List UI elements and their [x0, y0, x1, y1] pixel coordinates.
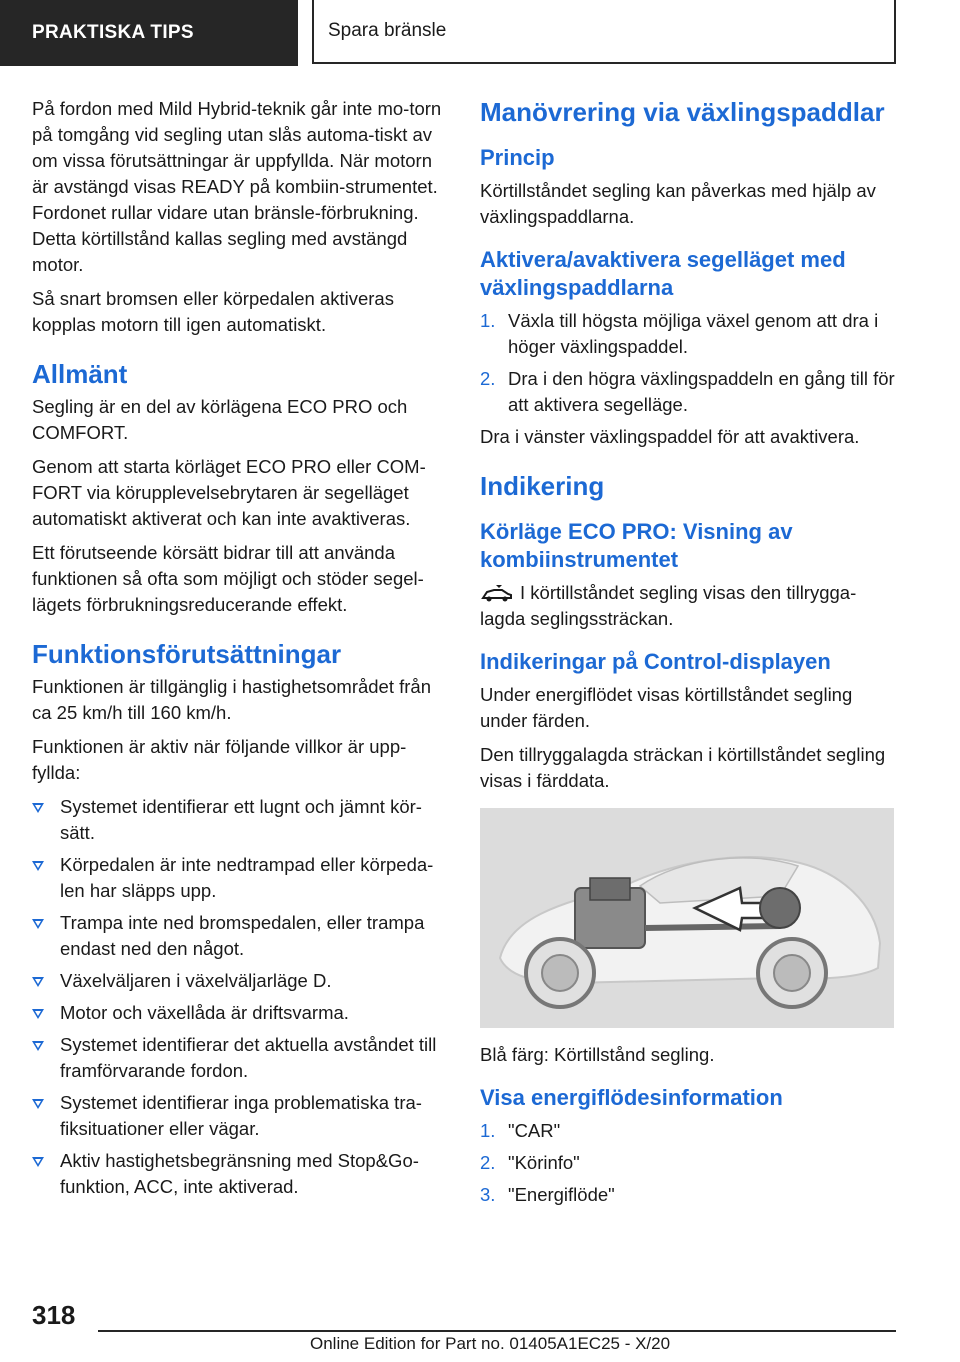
heading-funktionsforutsattningar: Funktionsförutsättningar [32, 639, 342, 669]
chapter-tab: Spara bränsle [312, 0, 896, 64]
heading-manovrering: Manövrering via växlingspaddlar [480, 97, 885, 127]
section-tab: PRAKTISKA TIPS [0, 0, 298, 66]
triangle-bullet-icon [32, 1157, 44, 1167]
control-paragraph-2: Den tillryggalagda sträckan i körtillståndet segling visas i färddata. [480, 744, 886, 791]
heading-indikering: Indikering [480, 471, 605, 501]
conditions-list [32, 794, 450, 1200]
right-column [480, 96, 896, 1214]
list-item: 3. "Energiflöde" [480, 1184, 615, 1205]
heading-control-display: Indikeringar på Control-displayen [480, 649, 831, 674]
car-illustration [480, 808, 894, 1028]
heading-eco-pro: Körläge ECO PRO: Visning av kombiinstrumentet [480, 519, 793, 572]
control-paragraph-1: Under energiflödet visas körtillståndet segling under färden. [480, 684, 853, 731]
list-item: 1. "CAR" [480, 1120, 561, 1141]
forutsattningar-paragraph-2: Funktionen är aktiv när följande villkor är upp-fyllda: [32, 736, 407, 783]
page-number: 318 [32, 1300, 76, 1330]
triangle-bullet-icon [32, 861, 44, 871]
triangle-bullet-icon [32, 1009, 44, 1019]
list-item: Växelväljaren i växelväljarläge D. [32, 968, 450, 994]
heading-allmant: Allmänt [32, 359, 128, 389]
list-item: Motor och växellåda är driftsvarma. [32, 1000, 450, 1026]
triangle-bullet-icon [32, 1099, 44, 1109]
triangle-bullet-icon [32, 977, 44, 987]
car-drivetrain-image [480, 808, 894, 1028]
triangle-bullet-icon [32, 1041, 44, 1051]
activation-steps [480, 308, 896, 418]
list-item: Systemet identifierar inga problematiska tra-fiksituationer eller vägar. [32, 1090, 450, 1142]
left-column [32, 96, 450, 1206]
intro-paragraph-2: Så snart bromsen eller körpedalen aktiveras kopplas motorn till igen automatiskt. [32, 288, 394, 335]
allmant-paragraph-2: Genom att starta körläget ECO PRO eller COM-FORT via körupplevelsebrytaren är segelläget automatiskt aktiverat och kan inte avaktiveras. [32, 456, 426, 529]
triangle-bullet-icon [32, 803, 44, 813]
list-item: Systemet identifierar ett lugnt och jämnt kör-sätt. [32, 794, 450, 846]
sailing-car-icon [480, 583, 514, 603]
deactivate-paragraph: Dra i vänster växlingspaddel för att avaktivera. [480, 426, 860, 447]
heading-energy-flow: Visa energiflödesinformation [480, 1085, 783, 1110]
list-item: Trampa inte ned bromspedalen, eller trampa endast ned den något. [32, 910, 450, 962]
page-header [0, 0, 960, 66]
princip-paragraph: Körtillståndet segling kan påverkas med hjälp av växlingspaddlarna. [480, 180, 876, 227]
list-item: Systemet identifierar det aktuella avståndet till framförvarande fordon. [32, 1032, 450, 1084]
list-item: Aktiv hastighetsbegränsning med Stop&Go-funktion, ACC, inte aktiverad. [32, 1148, 450, 1200]
list-item: 2. Dra i den högra växlingspaddeln en gång till för att aktivera segelläge. [480, 368, 895, 415]
energy-steps [480, 1118, 896, 1208]
heading-aktivera: Aktivera/avaktivera segelläget med växlingspaddlarna [480, 247, 846, 300]
triangle-bullet-icon [32, 919, 44, 929]
allmant-paragraph-3: Ett förutseende körsätt bidrar till att använda funktionen så ofta som möjligt och stöder segel-lägets förbrukningsreducerande effekt. [32, 542, 424, 615]
heading-princip: Princip [480, 145, 555, 170]
allmant-paragraph-1: Segling är en del av körlägena ECO PRO och COMFORT. [32, 396, 408, 443]
list-item: 1. Växla till högsta möjliga växel genom att dra i höger växlingspaddel. [480, 310, 879, 357]
figure-caption: Blå färg: Körtillstånd segling. [480, 1044, 715, 1065]
footer-divider [98, 1330, 896, 1332]
forutsattningar-paragraph-1: Funktionen är tillgänglig i hastighetsområdet från ca 25 km/h till 160 km/h. [32, 676, 432, 723]
list-item: 2. "Körinfo" [480, 1152, 580, 1173]
list-item: Körpedalen är inte nedtrampad eller körpeda-len har släpps upp. [32, 852, 450, 904]
eco-pro-paragraph: I körtillståndet segling visas den tillrygga-lagda seglingssträckan. [480, 582, 857, 629]
edition-note: Online Edition for Part no. 01405A1EC25 - X/20 [310, 1334, 671, 1353]
intro-paragraph-1: På fordon med Mild Hybrid-teknik går inte mo-torn på tomgång vid segling utan slås automa-tiskt av om vissa förutsättningar är uppfyllda. När motorn är avstängd visas READY på kombiin-strumentet. Fordonet rullar vidare utan bränsle-förbrukning. Detta körtillstånd kallas segling med avstängd motor. [32, 98, 442, 275]
